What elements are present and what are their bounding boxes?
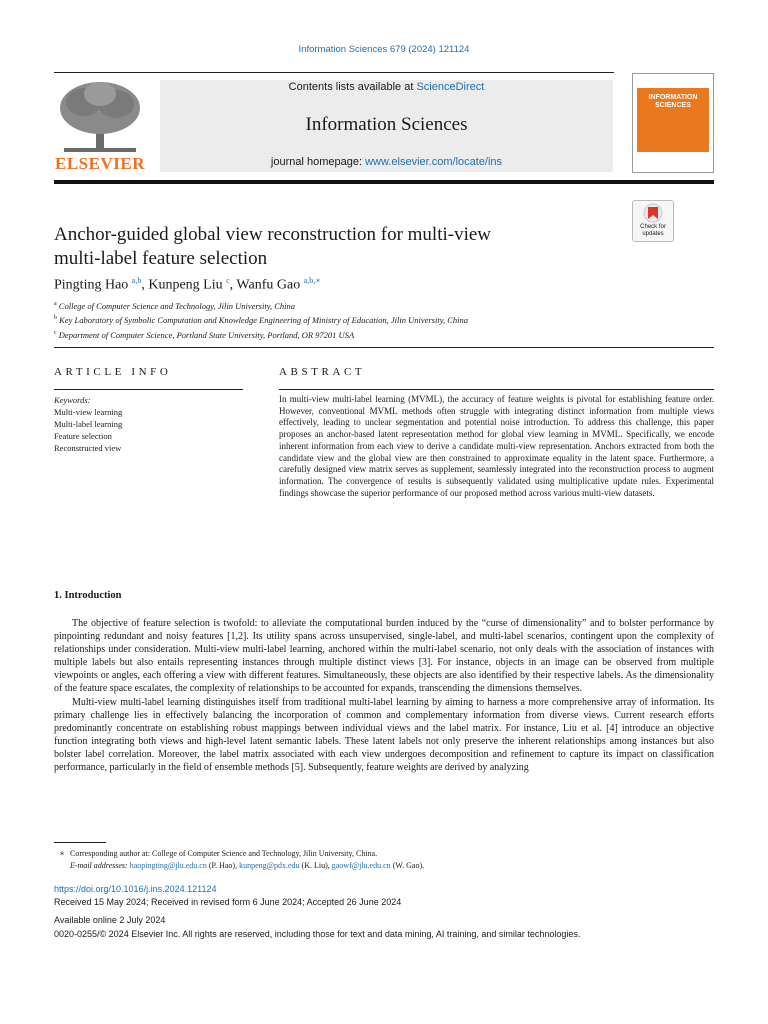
elsevier-tree-icon (54, 78, 146, 154)
corresponding-author-text: Corresponding author at: College of Computer Science and Technology, Jilin University, China. (70, 849, 378, 858)
abstract-text: In multi-view multi-label learning (MVML), the accuracy of feature weights is pivotal for establishing feature order. However, conventional MVML methods often struggle with integrating distinct information from multiple views effectively, leading to unclear segmentation and potential noise introduction. To address this challenge, this paper proposes an anchor-based latent representation method for global view learning in MVML. Specifically, we encode inherent information from each view to derive a candidate multi-view representation. Anchors extracted from both the candidate view and the global view are then constrained to approximate equality in the latent space. Furthermore, a carefully designed view matrix serves as supplement, seamlessly integrated into the reconstruction process to augment information. The convergence of results is subsequently validated using multiplicative update rules. Experimental findings showcase the superior performance of our proposed method across various multi-view datasets. (279, 394, 714, 498)
abstract-rule (279, 389, 714, 390)
bookmark-icon (633, 201, 673, 223)
author-affiliation-mark[interactable]: c (226, 276, 230, 285)
contents-line (160, 81, 613, 93)
footnote-star-icon: ∗ (59, 849, 65, 858)
affiliation-item (54, 298, 468, 312)
available-online-date: Available online 2 July 2024 (54, 915, 166, 925)
cover-title: INFORMATION SCIENCES (648, 94, 698, 109)
introduction-paragraph: Multi-view multi-label learning distinguishes itself from traditional multi-label learning by aiming to harness a more comprehensive array of information. Its primary challenge lies in effectively balancing the incorporation of common and complementary information from diverse views. Current research efforts predominantly concentrate on establishing robust mappings between individual views and the label matrix. For instance, Liu et al. [4] introduce an objective function integrating both views and high-level latent semantic labels. These latent labels not only preserve the inherent relationships among instances but also bolster label correlation. Moreover, the label matrix associated with each view undergoes decomposition and refinement to capture its impact on classification performance, particularly in the field of ensemble methods [5]. Subsequently, feature weights are derived by analyzing (54, 696, 714, 774)
email-owner: (K. Liu), (301, 861, 330, 870)
check-for-updates-button[interactable] (632, 200, 674, 242)
email-footnote (54, 860, 424, 872)
journal-header-box (160, 80, 613, 172)
journal-homepage-link[interactable]: www.elsevier.com/locate/ins (365, 156, 503, 168)
keyword-item: Multi-view learning (54, 407, 123, 417)
paper-title-line-1: Anchor-guided global view reconstruction for multi-view (54, 224, 492, 245)
email-link[interactable]: haopingting@jlu.edu.cn (129, 861, 207, 870)
affiliation-mark: c (54, 329, 57, 336)
email-owner: (W. Gao). (392, 861, 425, 870)
introduction-paragraph: The objective of feature selection is twofold: to alleviate the computational burden induced by the “curse of dimensionality” and to bolster performance by pinpointing redundant and noisy features [1,2]. Its utility spans across unsupervised, single-label, and multi-label scenarios, contingent upon the complexity of relationships under consideration. Multi-view multi-label learning, anchored within the multi-label scenario, not only deals with the association of instances with multiple labels but also entails representing instances through multiple distinct views [3]. For instance, objects in an image can be observed from multiple viewpoints or angles, each offering a view with different features. Simultaneously, these objects are also identified by their respective labels. As the dimensionality of the feature space escalates, the complexity of relationships to be accounted for expands, transcending the dimensions themselves. (54, 618, 714, 695)
header-bottom-rule (54, 180, 714, 184)
author-affiliation-mark[interactable]: a,b,∗ (303, 276, 321, 285)
article-info-top-rule (54, 347, 714, 348)
cover-orange-panel (637, 88, 709, 152)
affiliation-mark: b (54, 315, 57, 322)
keyword-item: Feature selection (54, 431, 112, 441)
introduction-heading: 1. Introduction (54, 590, 122, 601)
introduction-body (54, 617, 714, 774)
doi-link[interactable]: https://doi.org/10.1016/j.ins.2024.121124 (54, 884, 217, 894)
article-info-rule (54, 389, 243, 390)
elsevier-logo[interactable] (54, 78, 146, 174)
keywords-block (54, 394, 122, 454)
journal-title: Information Sciences (305, 114, 468, 135)
journal-reference-link[interactable]: Information Sciences 679 (2024) 121124 (298, 44, 470, 55)
footnote-rule (54, 842, 106, 843)
email-link[interactable]: kunpeng@pdx.edu (239, 861, 300, 870)
article-info-heading: ARTICLE INFO (54, 366, 172, 378)
email-label: E-mail addresses: (70, 861, 128, 870)
author-affiliation-mark[interactable]: a,b (131, 276, 142, 285)
keyword-item: Reconstructed view (54, 443, 122, 453)
affiliation-text: Key Laboratory of Symbolic Computation and Knowledge Engineering of Ministry of Education, Jilin University, China (59, 315, 469, 326)
received-dates: Received 15 May 2024; Received in revised form 6 June 2024; Accepted 26 June 2024 (54, 897, 402, 907)
homepage-prefix: journal homepage: (270, 156, 366, 168)
keywords-label: Keywords: (54, 395, 91, 405)
sciencedirect-link[interactable]: ScienceDirect (416, 81, 485, 93)
affiliation-text: Department of Computer Science, Portland State University, Portland, OR 97201 USA (58, 329, 355, 340)
author-list: Pingting Hao $^{a,b}$, Kunpeng Liu $^c$, Wanfu Gao $^{a,b,∗}$ (54, 276, 321, 293)
journal-cover-thumbnail[interactable] (632, 73, 714, 173)
header-top-rule (54, 72, 614, 73)
footnotes (54, 848, 424, 872)
corresponding-author-footnote (54, 848, 424, 860)
author-name[interactable]: Wanfu Gao (236, 277, 301, 293)
email-link[interactable]: gaowf@jlu.edu.cn (331, 861, 391, 870)
contents-prefix: Contents lists available at (288, 81, 417, 93)
paper-title-line-2: multi-label feature selection (54, 248, 268, 269)
author-name[interactable]: Pingting Hao (54, 277, 129, 293)
publisher-wordmark: ELSEVIER (55, 154, 145, 173)
paper-title (54, 223, 614, 271)
email-owner: (P. Hao), (208, 861, 238, 870)
author-name[interactable]: Kunpeng Liu (148, 277, 223, 293)
keyword-item: Multi-label learning (54, 419, 123, 429)
abstract-heading: ABSTRACT (279, 366, 366, 378)
homepage-line (160, 156, 613, 168)
copyright-notice: 0020-0255/© 2024 Elsevier Inc. All rights are reserved, including those for text and data mining, AI training, and similar technologies. (54, 929, 581, 939)
affiliations (54, 298, 468, 341)
affiliation-item (54, 312, 468, 326)
affiliation-item (54, 327, 468, 341)
affiliation-mark: a (54, 301, 57, 307)
check-for-updates-label: Check for updates (640, 224, 666, 237)
affiliation-text: College of Computer Science and Technology, Jilin University, China (58, 300, 296, 311)
